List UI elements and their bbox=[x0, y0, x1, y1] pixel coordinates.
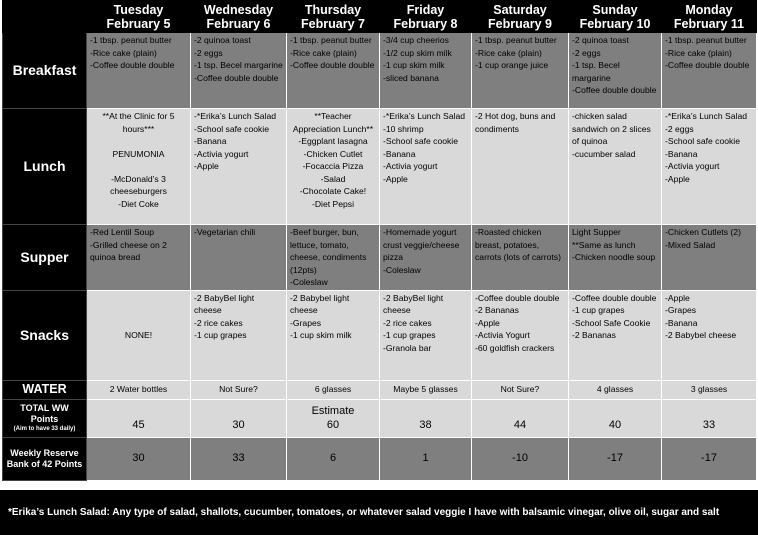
total-ww-value: 60 bbox=[326, 419, 340, 431]
meal-log-table bbox=[2, 0, 757, 481]
reserve-cell: 30 bbox=[87, 437, 191, 480]
food-item: -2 rice cakes bbox=[194, 317, 243, 328]
food-item: -School safe cookie bbox=[665, 136, 740, 146]
water-cell: 2 Water bottles bbox=[87, 380, 191, 399]
day-header bbox=[569, 1, 662, 33]
food-item: **Same as lunch bbox=[572, 239, 636, 250]
food-item: -Apple bbox=[665, 173, 690, 184]
lunch-cell bbox=[87, 109, 191, 225]
food-item: -3/4 cup cheerios bbox=[383, 35, 449, 45]
total-ww-estimate-note bbox=[475, 404, 565, 418]
food-item: -*Erika’s Lunch Salad bbox=[665, 111, 748, 121]
food-item: -Beef burger, bun, lettuce, tomato, cheese, condiments (12pts) bbox=[290, 227, 369, 275]
day-date: February 9 bbox=[488, 16, 552, 31]
food-item: -2 Bananas bbox=[475, 305, 519, 315]
supper-cell bbox=[87, 225, 191, 291]
day-date: February 5 bbox=[106, 16, 171, 31]
breakfast-cell bbox=[662, 33, 757, 109]
day-weekday: Tuesday bbox=[113, 2, 164, 17]
day-date: February 10 bbox=[579, 16, 651, 31]
food-item: -McDonald’s 3 cheeseburgers bbox=[110, 173, 169, 196]
food-item: -2 quinoa toast bbox=[194, 35, 251, 45]
lunch-cell bbox=[380, 109, 472, 225]
food-item: -Diet Pepsi bbox=[311, 198, 355, 209]
day-header bbox=[287, 1, 380, 33]
food-item: -10 shrimp bbox=[383, 123, 424, 134]
food-item: -chicken salad sandwich on 2 slices of quinoa bbox=[572, 111, 654, 146]
food-item: -*Erika’s Lunch Salad bbox=[194, 111, 277, 121]
corner-cell bbox=[3, 1, 87, 33]
snacks-cell bbox=[380, 290, 472, 380]
food-item: -2 eggs bbox=[665, 123, 694, 134]
food-item: **At the Clinic for 5 hours*** bbox=[102, 111, 177, 134]
breakfast-cell bbox=[191, 33, 287, 109]
total-ww-estimate-note bbox=[194, 404, 283, 418]
food-item: -Rice cake (plain) bbox=[665, 47, 732, 58]
day-weekday: Monday bbox=[685, 2, 733, 17]
food-item: -1 cup grapes bbox=[383, 330, 436, 340]
total-ww-cell bbox=[191, 399, 287, 437]
snacks-label: Snacks bbox=[3, 290, 87, 380]
day-weekday: Saturday bbox=[493, 2, 547, 17]
food-item: -Activia yogurt bbox=[194, 148, 249, 159]
supper-cell bbox=[569, 225, 662, 291]
food-item: -Grapes bbox=[290, 317, 322, 328]
reserve-cell: -17 bbox=[662, 437, 757, 480]
food-item: -1/2 cup skim milk bbox=[383, 47, 452, 58]
food-item: -2 BabyBel light cheese bbox=[194, 292, 257, 315]
day-weekday: Friday bbox=[406, 2, 445, 17]
food-item bbox=[90, 160, 187, 173]
food-item: -Granola bar bbox=[383, 342, 432, 353]
food-item: -Coffee double double bbox=[572, 292, 657, 303]
total-ww-value: 33 bbox=[702, 419, 716, 431]
food-item: NONE! bbox=[124, 329, 153, 340]
total-ww-cell bbox=[569, 399, 662, 437]
food-item: Light Supper bbox=[572, 227, 621, 237]
food-item: -Chicken noodle soup bbox=[572, 252, 656, 262]
food-item: -1 cup skim milk bbox=[290, 330, 352, 340]
snacks-cell bbox=[191, 290, 287, 380]
food-item: -Banana bbox=[665, 317, 698, 328]
food-item: -1 cup orange juice bbox=[475, 60, 549, 70]
total-ww-label bbox=[3, 399, 87, 437]
food-item: -2 eggs bbox=[572, 47, 601, 58]
food-item: -Coleslaw bbox=[383, 264, 421, 275]
food-item: -1 cup grapes bbox=[572, 305, 625, 315]
food-item: -Coffee double double bbox=[665, 60, 750, 70]
total-ww-cell bbox=[472, 399, 569, 437]
total-ww-cell bbox=[380, 399, 472, 437]
total-ww-label-text: TOTAL WW Points bbox=[20, 403, 72, 424]
lunch-cell bbox=[472, 109, 569, 225]
day-date: February 11 bbox=[673, 16, 745, 31]
header-row bbox=[3, 1, 757, 33]
snacks-cell bbox=[87, 290, 191, 380]
lunch-cell bbox=[569, 109, 662, 225]
food-item: -1 tbsp. peanut butter bbox=[475, 35, 557, 45]
total-ww-estimate-note bbox=[665, 404, 753, 418]
food-item: -School Safe Cookie bbox=[572, 317, 651, 328]
food-item: -2 Bananas bbox=[572, 330, 616, 340]
day-header bbox=[472, 1, 569, 33]
food-item: -2 quinoa toast bbox=[572, 35, 629, 45]
total-ww-estimate-note bbox=[383, 404, 468, 418]
food-item: -2 Hot dog, buns and condiments bbox=[475, 111, 558, 134]
total-ww-value: 40 bbox=[608, 419, 622, 431]
total-ww-value: 30 bbox=[232, 419, 245, 431]
day-weekday: Thursday bbox=[304, 2, 362, 17]
food-item: -2 rice cakes bbox=[383, 317, 432, 328]
supper-cell bbox=[287, 225, 380, 291]
food-item: -2 BabyBel light cheese bbox=[383, 292, 446, 315]
supper-cell bbox=[380, 225, 472, 291]
food-item: -Coleslaw bbox=[290, 277, 328, 287]
breakfast-row bbox=[3, 33, 757, 109]
food-item: -Rice cake (plain) bbox=[90, 47, 157, 58]
total-ww-value: 45 bbox=[132, 419, 145, 431]
food-item: -1 tbsp. peanut butter bbox=[90, 35, 172, 45]
lunch-cell bbox=[191, 109, 287, 225]
water-cell: 3 glasses bbox=[662, 380, 757, 399]
food-item: -Roasted chicken breast, potatoes, carrots (lots of carrots) bbox=[475, 227, 561, 262]
reserve-label: Weekly Reserve Bank of 42 Points bbox=[3, 437, 87, 480]
total-ww-value: 44 bbox=[513, 419, 527, 431]
day-weekday: Sunday bbox=[592, 2, 638, 17]
food-item: -Coffee double double bbox=[475, 292, 560, 303]
supper-label: Supper bbox=[3, 225, 87, 291]
water-cell: Maybe 5 glasses bbox=[380, 380, 472, 399]
food-item: -Banana bbox=[194, 136, 227, 146]
reserve-cell: 1 bbox=[380, 437, 472, 480]
food-item: -*Erika’s Lunch Salad bbox=[383, 111, 466, 121]
day-date: February 8 bbox=[393, 16, 458, 31]
day-date: February 7 bbox=[301, 16, 365, 31]
food-item: -Salad bbox=[320, 173, 346, 184]
food-item: -Mixed Salad bbox=[665, 239, 716, 250]
day-date: February 6 bbox=[206, 16, 271, 31]
food-item: -Apple bbox=[194, 161, 219, 171]
food-item: -Banana bbox=[383, 148, 416, 159]
reserve-cell: 6 bbox=[287, 437, 380, 480]
food-item: -1 tbsp. peanut butter bbox=[665, 35, 747, 45]
food-item: -1 tbsp. peanut butter bbox=[290, 35, 372, 45]
water-cell: 6 glasses bbox=[287, 380, 380, 399]
food-item: -Rice cake (plain) bbox=[290, 47, 357, 58]
food-item: -1 tsp. Becel margarine bbox=[572, 60, 623, 83]
day-header bbox=[380, 1, 472, 33]
food-item: -Coffee double double bbox=[290, 60, 375, 70]
snacks-cell bbox=[472, 290, 569, 380]
total-ww-estimate-note: Estimate bbox=[311, 405, 355, 417]
supper-cell bbox=[662, 225, 757, 291]
water-row bbox=[3, 380, 757, 399]
food-item: -2 Babybel cheese bbox=[665, 330, 737, 340]
day-header bbox=[191, 1, 287, 33]
food-item: -Apple bbox=[475, 317, 500, 328]
lunch-cell bbox=[287, 109, 380, 225]
lunch-label: Lunch bbox=[3, 109, 87, 225]
food-item: -School safe cookie bbox=[383, 136, 458, 146]
food-item: -cucumber salad bbox=[572, 148, 636, 159]
day-weekday: Wednesday bbox=[203, 2, 274, 17]
lunch-row bbox=[3, 109, 757, 225]
snacks-row bbox=[3, 290, 757, 380]
total-ww-note: (Aim to have 33 daily) bbox=[13, 426, 76, 432]
food-item: -Apple bbox=[665, 292, 690, 303]
total-ww-estimate-note bbox=[90, 404, 187, 418]
snacks-cell bbox=[569, 290, 662, 380]
food-item: -2 Babybel light cheese bbox=[290, 292, 352, 315]
food-item: -Activia yogurt bbox=[383, 161, 438, 171]
food-item: -60 goldfish crackers bbox=[475, 342, 555, 353]
food-item: -Apple bbox=[383, 173, 408, 184]
supper-row bbox=[3, 225, 757, 291]
food-item: **Teacher Appreciation Lunch** bbox=[292, 111, 374, 134]
water-cell: Not Sure? bbox=[191, 380, 287, 399]
food-item: -Banana bbox=[665, 148, 698, 159]
supper-cell bbox=[191, 225, 287, 291]
breakfast-cell bbox=[472, 33, 569, 109]
food-item: -Focaccia Pizza bbox=[302, 161, 364, 171]
food-item: -Grapes bbox=[665, 305, 697, 315]
food-item: -Chocolate Cake! bbox=[299, 186, 367, 196]
water-label: WATER bbox=[3, 380, 87, 399]
water-cell: 4 glasses bbox=[569, 380, 662, 399]
food-item: -Coffee double double bbox=[90, 60, 175, 70]
food-item: -Eggplant lasagna bbox=[298, 136, 368, 146]
snacks-cell bbox=[287, 290, 380, 380]
breakfast-cell bbox=[87, 33, 191, 109]
lunch-cell bbox=[662, 109, 757, 225]
food-item: -Diet Coke bbox=[118, 198, 159, 209]
supper-cell bbox=[472, 225, 569, 291]
food-item: -2 eggs bbox=[194, 47, 223, 58]
food-item: -Coffee double double bbox=[572, 85, 657, 95]
total-ww-cell bbox=[287, 399, 380, 437]
water-cell: Not Sure? bbox=[472, 380, 569, 399]
reserve-cell: 33 bbox=[191, 437, 287, 480]
food-item: -1 cup skim milk bbox=[383, 60, 445, 70]
food-item: -Homemade yogurt crust veggie/cheese pizza bbox=[383, 227, 462, 262]
total-ww-row bbox=[3, 399, 757, 437]
food-item: -1 cup grapes bbox=[194, 330, 247, 340]
reserve-cell: -10 bbox=[472, 437, 569, 480]
footnote: *Erika’s Lunch Salad: Any type of salad, shallots, cucumber, tomatoes, or whatever salad veggie I have with balsamic vinegar, olive oil, sugar and salt bbox=[0, 490, 758, 535]
food-item: -Activia Yogurt bbox=[475, 330, 530, 340]
total-ww-value: 38 bbox=[419, 419, 432, 431]
food-item: -School safe cookie bbox=[194, 123, 269, 134]
food-item: -Rice cake (plain) bbox=[475, 47, 542, 58]
food-item: -Activia yogurt bbox=[665, 161, 720, 171]
food-item: -Chicken Cutlets (2) bbox=[665, 227, 741, 237]
total-ww-cell bbox=[662, 399, 757, 437]
breakfast-cell bbox=[380, 33, 472, 109]
breakfast-cell bbox=[287, 33, 380, 109]
food-item: -Grilled cheese on 2 quinoa bread bbox=[90, 239, 170, 262]
snacks-cell bbox=[662, 290, 757, 380]
reserve-cell: -17 bbox=[569, 437, 662, 480]
food-item: -sliced banana bbox=[383, 72, 439, 83]
total-ww-estimate-note bbox=[572, 404, 658, 418]
food-item: -1 tsp. Becel margarine bbox=[194, 60, 283, 70]
food-item: -Vegetarian chili bbox=[194, 227, 256, 237]
total-ww-cell bbox=[87, 399, 191, 437]
food-item: -Chicken Cutlet bbox=[303, 148, 363, 159]
food-item bbox=[90, 135, 187, 148]
food-item: -Red Lentil Soup bbox=[90, 227, 155, 237]
reserve-row bbox=[3, 437, 757, 480]
day-header bbox=[662, 1, 757, 33]
breakfast-cell bbox=[569, 33, 662, 109]
day-header bbox=[87, 1, 191, 33]
food-item: PENUMONIA bbox=[112, 148, 165, 159]
breakfast-label: Breakfast bbox=[3, 33, 87, 109]
food-item: -Coffee double double bbox=[194, 72, 279, 83]
